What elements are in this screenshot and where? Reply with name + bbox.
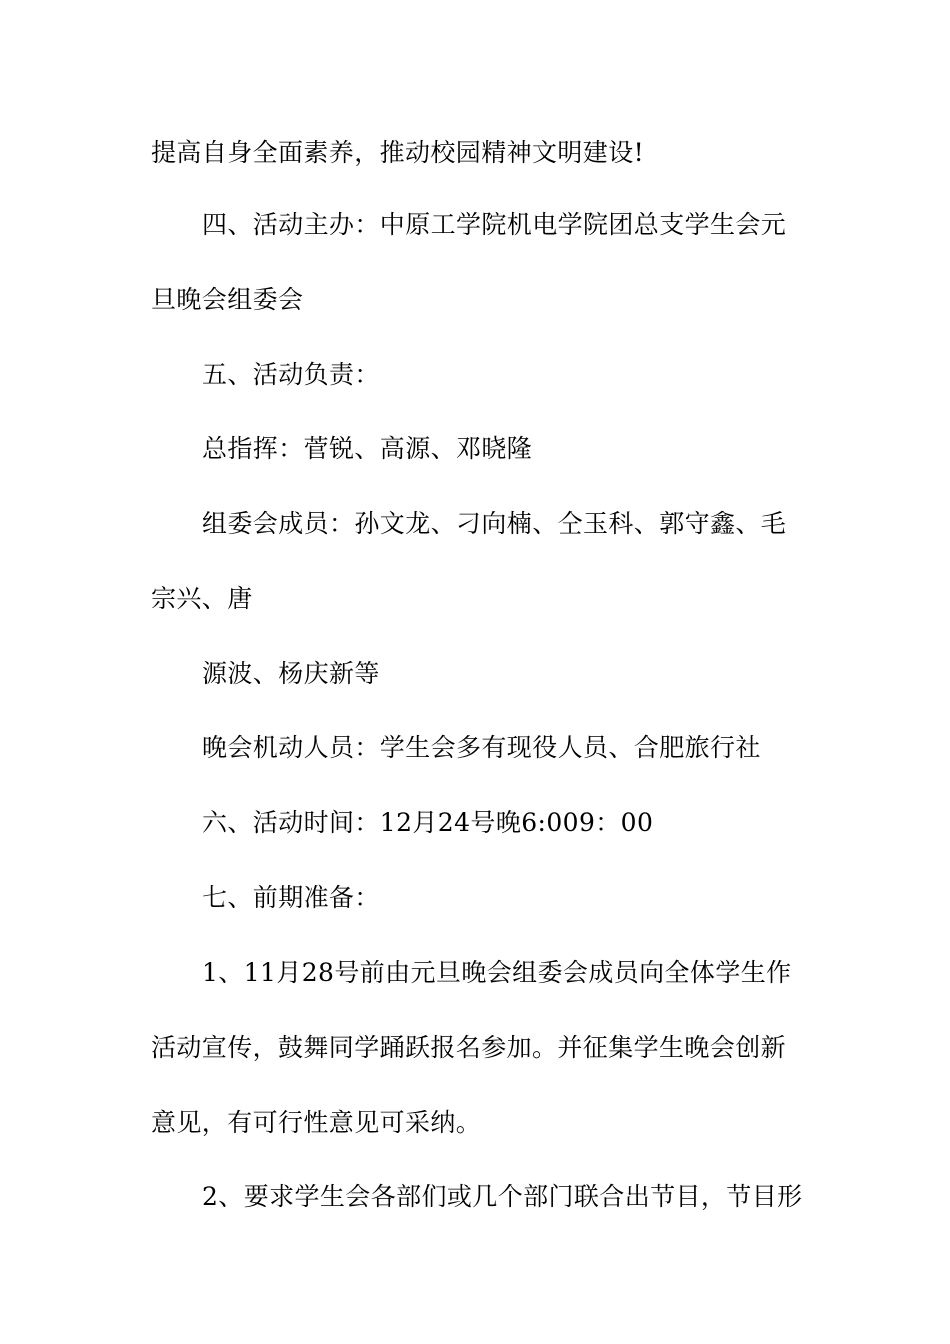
text-line: 意见，有可行性意见可采纳。 bbox=[151, 1108, 482, 1137]
section-heading: 四、活动主办：中原工学院机电学院团总支学生会元 bbox=[202, 210, 787, 239]
text-line: 提高自身全面素养，推动校园精神文明建设! bbox=[151, 138, 645, 167]
section-heading: 五、活动负责： bbox=[202, 360, 380, 389]
text-line: 晚会机动人员：学生会多有现役人员、合肥旅行社 bbox=[202, 733, 761, 762]
text-line: 组委会成员：孙文龙、刁向楠、仝玉科、郭守鑫、毛 bbox=[202, 509, 787, 538]
section-heading: 六、活动时间：12月24号晚6:009：00 bbox=[202, 808, 654, 837]
text-line: 源波、杨庆新等 bbox=[202, 659, 380, 688]
text-line: 宗兴、唐 bbox=[151, 584, 253, 613]
text-line: 活动宣传，鼓舞同学踊跃报名参加。并征集学生晚会创新 bbox=[151, 1033, 787, 1062]
text-line: 总指挥：菅锐、高源、邓晓隆 bbox=[202, 434, 533, 463]
text-line: 2、要求学生会各部们或几个部门联合出节目，节目形 bbox=[202, 1182, 803, 1211]
text-line: 旦晚会组委会 bbox=[151, 285, 304, 314]
text-line: 1、11月28号前由元旦晚会组委会成员向全体学生作 bbox=[202, 958, 792, 987]
section-heading: 七、前期准备： bbox=[202, 883, 380, 912]
